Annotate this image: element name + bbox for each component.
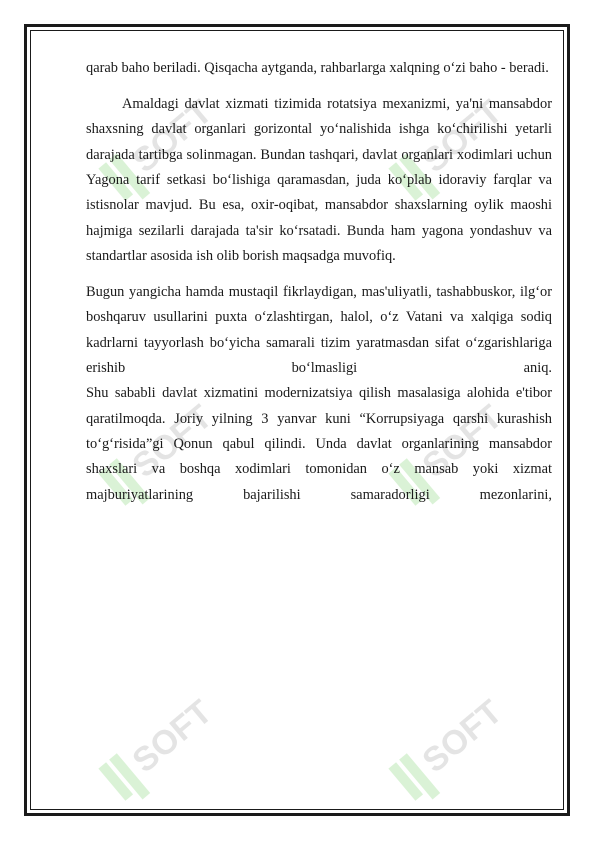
watermark-text: SOFT bbox=[125, 692, 220, 781]
watermark-text: SOFT bbox=[415, 397, 510, 486]
document-body bbox=[86, 56, 552, 508]
watermark-text: SOFT bbox=[125, 397, 220, 486]
watermark-text: SOFT bbox=[415, 692, 510, 781]
paragraph-continuation: qarab baho beriladi. Qisqacha aytganda, rahbarlarga xalqning o‘zi baho - beradi. bbox=[86, 60, 549, 76]
paragraph-cadres: Bugun yangicha hamda mustaqil fikrlaydigan, mas'uliyatli, tashabbuskor, ilg‘or boshqaruv usullarini puxta o‘zlashtirgan, halol, o‘z Vatani va xalqiga sodiq kadrlarni tayyorlash bo‘yicha samarali tizim yaratmasdan sifat o‘zgarishlariga erishib bo‘lmasligi aniq. bbox=[86, 283, 552, 376]
watermark-text: SOFT bbox=[415, 92, 510, 181]
paragraph-rotation: Amaldagi davlat xizmati tizimida rotatsiya mexanizmi, ya'ni mansabdor shaxsning davlat organlari gorizontal yo‘nalishida ishga ko‘chirilishi yetarli darajada tartibga solinmagan. Bundan tashqari, davlat organlari xodimlari uchun Yagona tarif setkasi bo‘lishiga qaramasdan, juda ko‘plab idoraviy farqlar va istisnolar mavjud. Bu esa, oxir-oqibat, mansabdor shaxslarning oylik maoshi hajmiga sezilarli darajada ta'sir ko‘rsatadi. Bunda ham yagona yondashuv va standartlar asosida ish olib borish maqsadga muvofiq. bbox=[86, 95, 552, 264]
watermark-text: SOFT bbox=[125, 92, 220, 181]
paragraph-modernization: Shu sababli davlat xizmatini modernizatsiya qilish masalasiga alohida e'tibor qaratilmoqda. Joriy yilning 3 yanvar kuni “Korrupsiyaga qarshi kurashish to‘g‘risida”gi Qonun qabul qilindi. Unda davlat organlarining mansabdor shaxslari va boshqa xodimlari tomonidan o‘z mansab yoki xizmat majburiyatlarining bajarilishi samaradorligi mezonlarini, bbox=[86, 385, 552, 503]
